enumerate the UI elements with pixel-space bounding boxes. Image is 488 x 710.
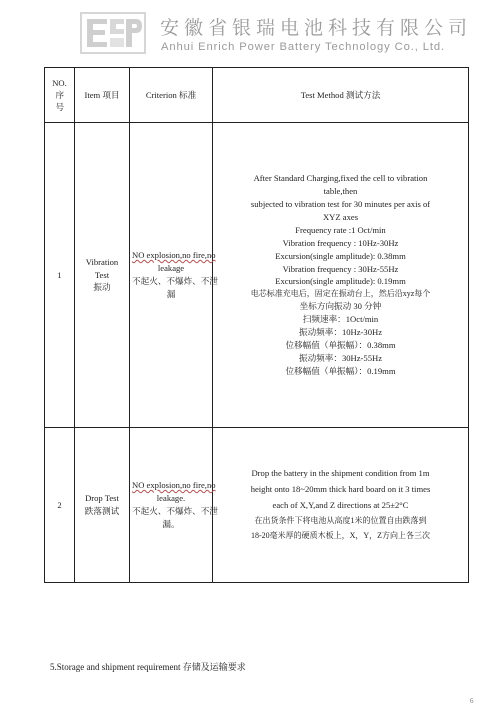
item-cell: Vibration Test 振动 — [75, 123, 130, 428]
header-item: Item 项目 — [75, 68, 130, 123]
header-method: Test Method 测试方法 — [213, 68, 469, 123]
criterion-cell: NO explosion,no fire,no leakage 不起火、不爆炸、不泄 漏 — [130, 123, 213, 428]
company-name-english: Anhui Enrich Power Battery Technology Co., Ltd. — [161, 41, 445, 53]
row-number: 2 — [45, 428, 75, 583]
table-row — [45, 123, 469, 428]
method-cell: Drop the battery in the shipment condition from 1m height onto 18~20mm thick hard board on it 3 times each of X,Y,and Z directions at 25±2°C 在出货条件下将电池从高度1米的位置自由跌落到 18-20毫米厚的硬质木板上，X，Y，Z方向上各三次 — [213, 428, 469, 583]
company-name-chinese: 安徽省银瑞电池科技有限公司 — [160, 17, 473, 39]
row-number: 1 — [45, 123, 75, 428]
header-no: NO. 序号 — [45, 68, 75, 123]
table-row — [45, 428, 469, 583]
method-cell: After Standard Charging,fixed the cell to vibration table,then subjected to vibration test for 30 minutes per axis of XYZ axes Frequency rate :1 Oct/min Vibration frequency : 10Hz-30Hz Excursion(single amplitude): 0.38mm Vibration frequency : 30Hz-55Hz Excursion(single amplitude): 0.19mm 电芯标准充电后，固定在振动台上，然后沿xyz每个 坐标方向振动 30 分钟 扫频速率：1Oct/min 振动频率：10Hz-30Hz 位移幅值（单振幅）：0.38mm 振动频率：30Hz-55Hz 位移幅值（单振幅）：0.19mm — [213, 123, 469, 428]
table-header-row — [45, 68, 469, 123]
company-logo — [80, 12, 146, 54]
section-title: 5.Storage and shipment requirement 存储及运输要求 — [50, 662, 246, 672]
header-no-cn: 序号 — [55, 90, 65, 113]
test-spec-table — [44, 67, 469, 583]
item-cell: Drop Test 跌落测试 — [75, 428, 130, 583]
page-number: 6 — [470, 697, 474, 705]
criterion-cell: NO explosion,no fire,no leakage. 不起火、不爆炸、不泄 漏。 — [130, 428, 213, 583]
header-criterion: Criterion 标准 — [130, 68, 213, 123]
letterhead — [0, 0, 488, 62]
